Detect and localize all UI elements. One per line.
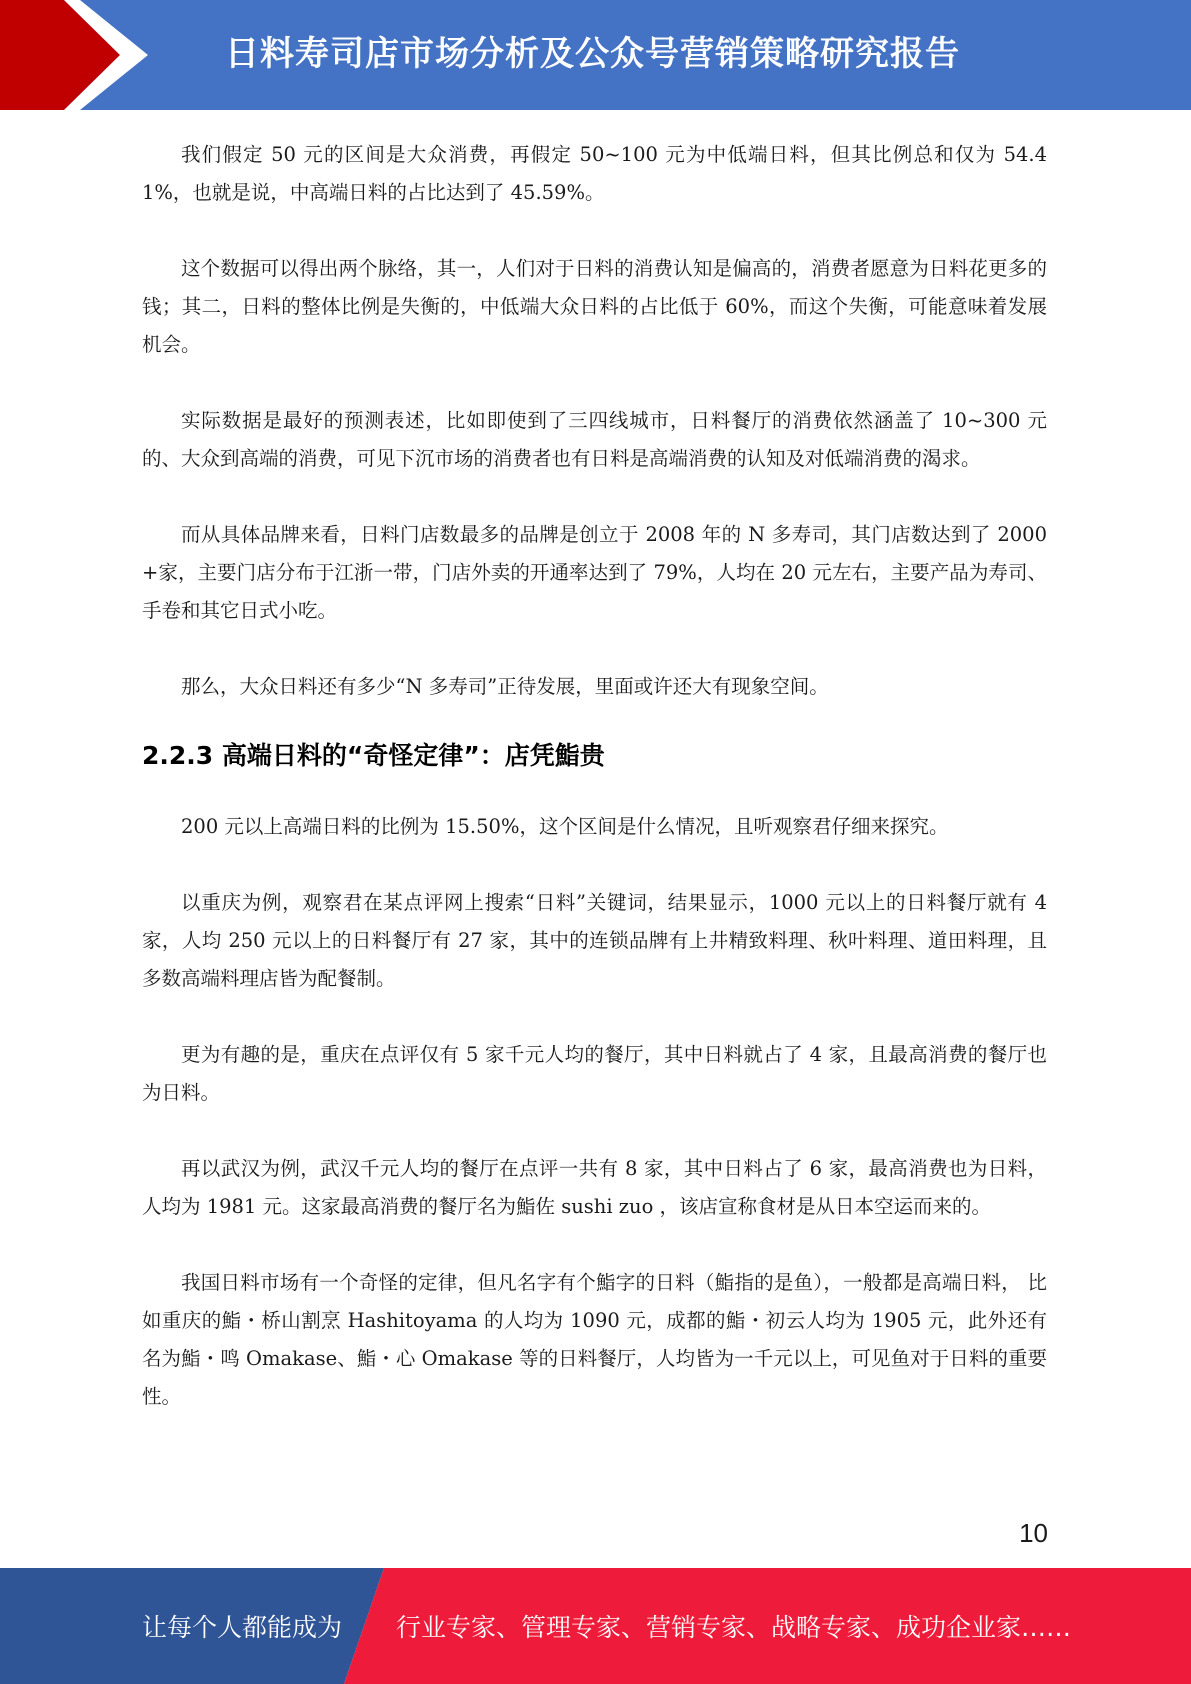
paragraph: 再以武汉为例，武汉千元人均的餐厅在点评一共有 8 家，其中日料占了 6 家，最高消费也为日料，人均为 1981 元。这家最高消费的餐厅名为鮨佐 sushi zuo ，该店宣称食材是从日本空运而来的。: [142, 1157, 1047, 1218]
paragraph: 200 元以上高端日料的比例为 15.50%，这个区间是什么情况，且听观察君仔细来探究。: [181, 815, 949, 838]
page-number: 10: [1019, 1518, 1048, 1548]
footer-slogan-left: 让每个人都能成为: [142, 1613, 343, 1642]
page-footer-banner: [0, 1568, 1191, 1684]
paragraph: 我国日料市场有一个奇怪的定律，但凡名字有个鮨字的日料（鮨指的是鱼），一般都是高端日料， 比如重庆的鮨・桥山割烹 Hashitoyama 的人均为 1090 元，成都的鮨・初云人均为 1905 元，此外还有名为鮨・鸣 Omakase、鮨・心 Omakase 等的日料餐厅，人均皆为一千元以上，可见鱼对于日料的重要性。: [142, 1271, 1047, 1408]
paragraph: 我们假定 50 元的区间是大众消费，再假定 50~100 元为中低端日料，但其比例总和仅为 54.41%，也就是说，中高端日料的占比达到了 45.59%。: [142, 143, 1047, 204]
paragraph: 实际数据是最好的预测表述，比如即使到了三四线城市，日料餐厅的消费依然涵盖了 10~300 元的、大众到高端的消费，可见下沉市场的消费者也有日料是高端消费的认知及对低端消费的渴求。: [142, 409, 1047, 470]
paragraph: 以重庆为例，观察君在某点评网上搜索“日料”关键词，结果显示，1000 元以上的日料餐厅就有 4 家，人均 250 元以上的日料餐厅有 27 家，其中的连锁品牌有上井精致料理、秋叶料理、道田料理，且多数高端料理店皆为配餐制。: [142, 891, 1047, 990]
paragraph: 而从具体品牌来看，日料门店数最多的品牌是创立于 2008 年的 N 多寿司，其门店数达到了 2000+家，主要门店分布于江浙一带，门店外卖的开通率达到了 79%，人均在 20 元左右，主要产品为寿司、手卷和其它日式小吃。: [142, 523, 1047, 622]
page-content: [142, 136, 1047, 1454]
paragraph: 那么，大众日料还有多少“N 多寿司”正待发展，里面或许还大有现象空间。: [181, 675, 829, 698]
section-heading: 2.2.3 高端日料的“奇怪定律”：店凭鮨贵: [142, 741, 605, 770]
document-title: 日料寿司店市场分析及公众号营销策略研究报告: [225, 34, 960, 74]
header-arrow-decoration: [0, 0, 160, 110]
footer-slogan-right: 行业专家、管理专家、营销专家、战略专家、成功企业家……: [396, 1613, 1072, 1642]
paragraph: 这个数据可以得出两个脉络，其一，人们对于日料的消费认知是偏高的，消费者愿意为日料花更多的钱；其二，日料的整体比例是失衡的，中低端大众日料的占比低于 60%，而这个失衡，可能意味着发展机会。: [142, 257, 1047, 356]
page-header-banner: [0, 0, 1191, 110]
paragraph: 更为有趣的是，重庆在点评仅有 5 家千元人均的餐厅，其中日料就占了 4 家，且最高消费的餐厅也为日料。: [142, 1043, 1047, 1104]
